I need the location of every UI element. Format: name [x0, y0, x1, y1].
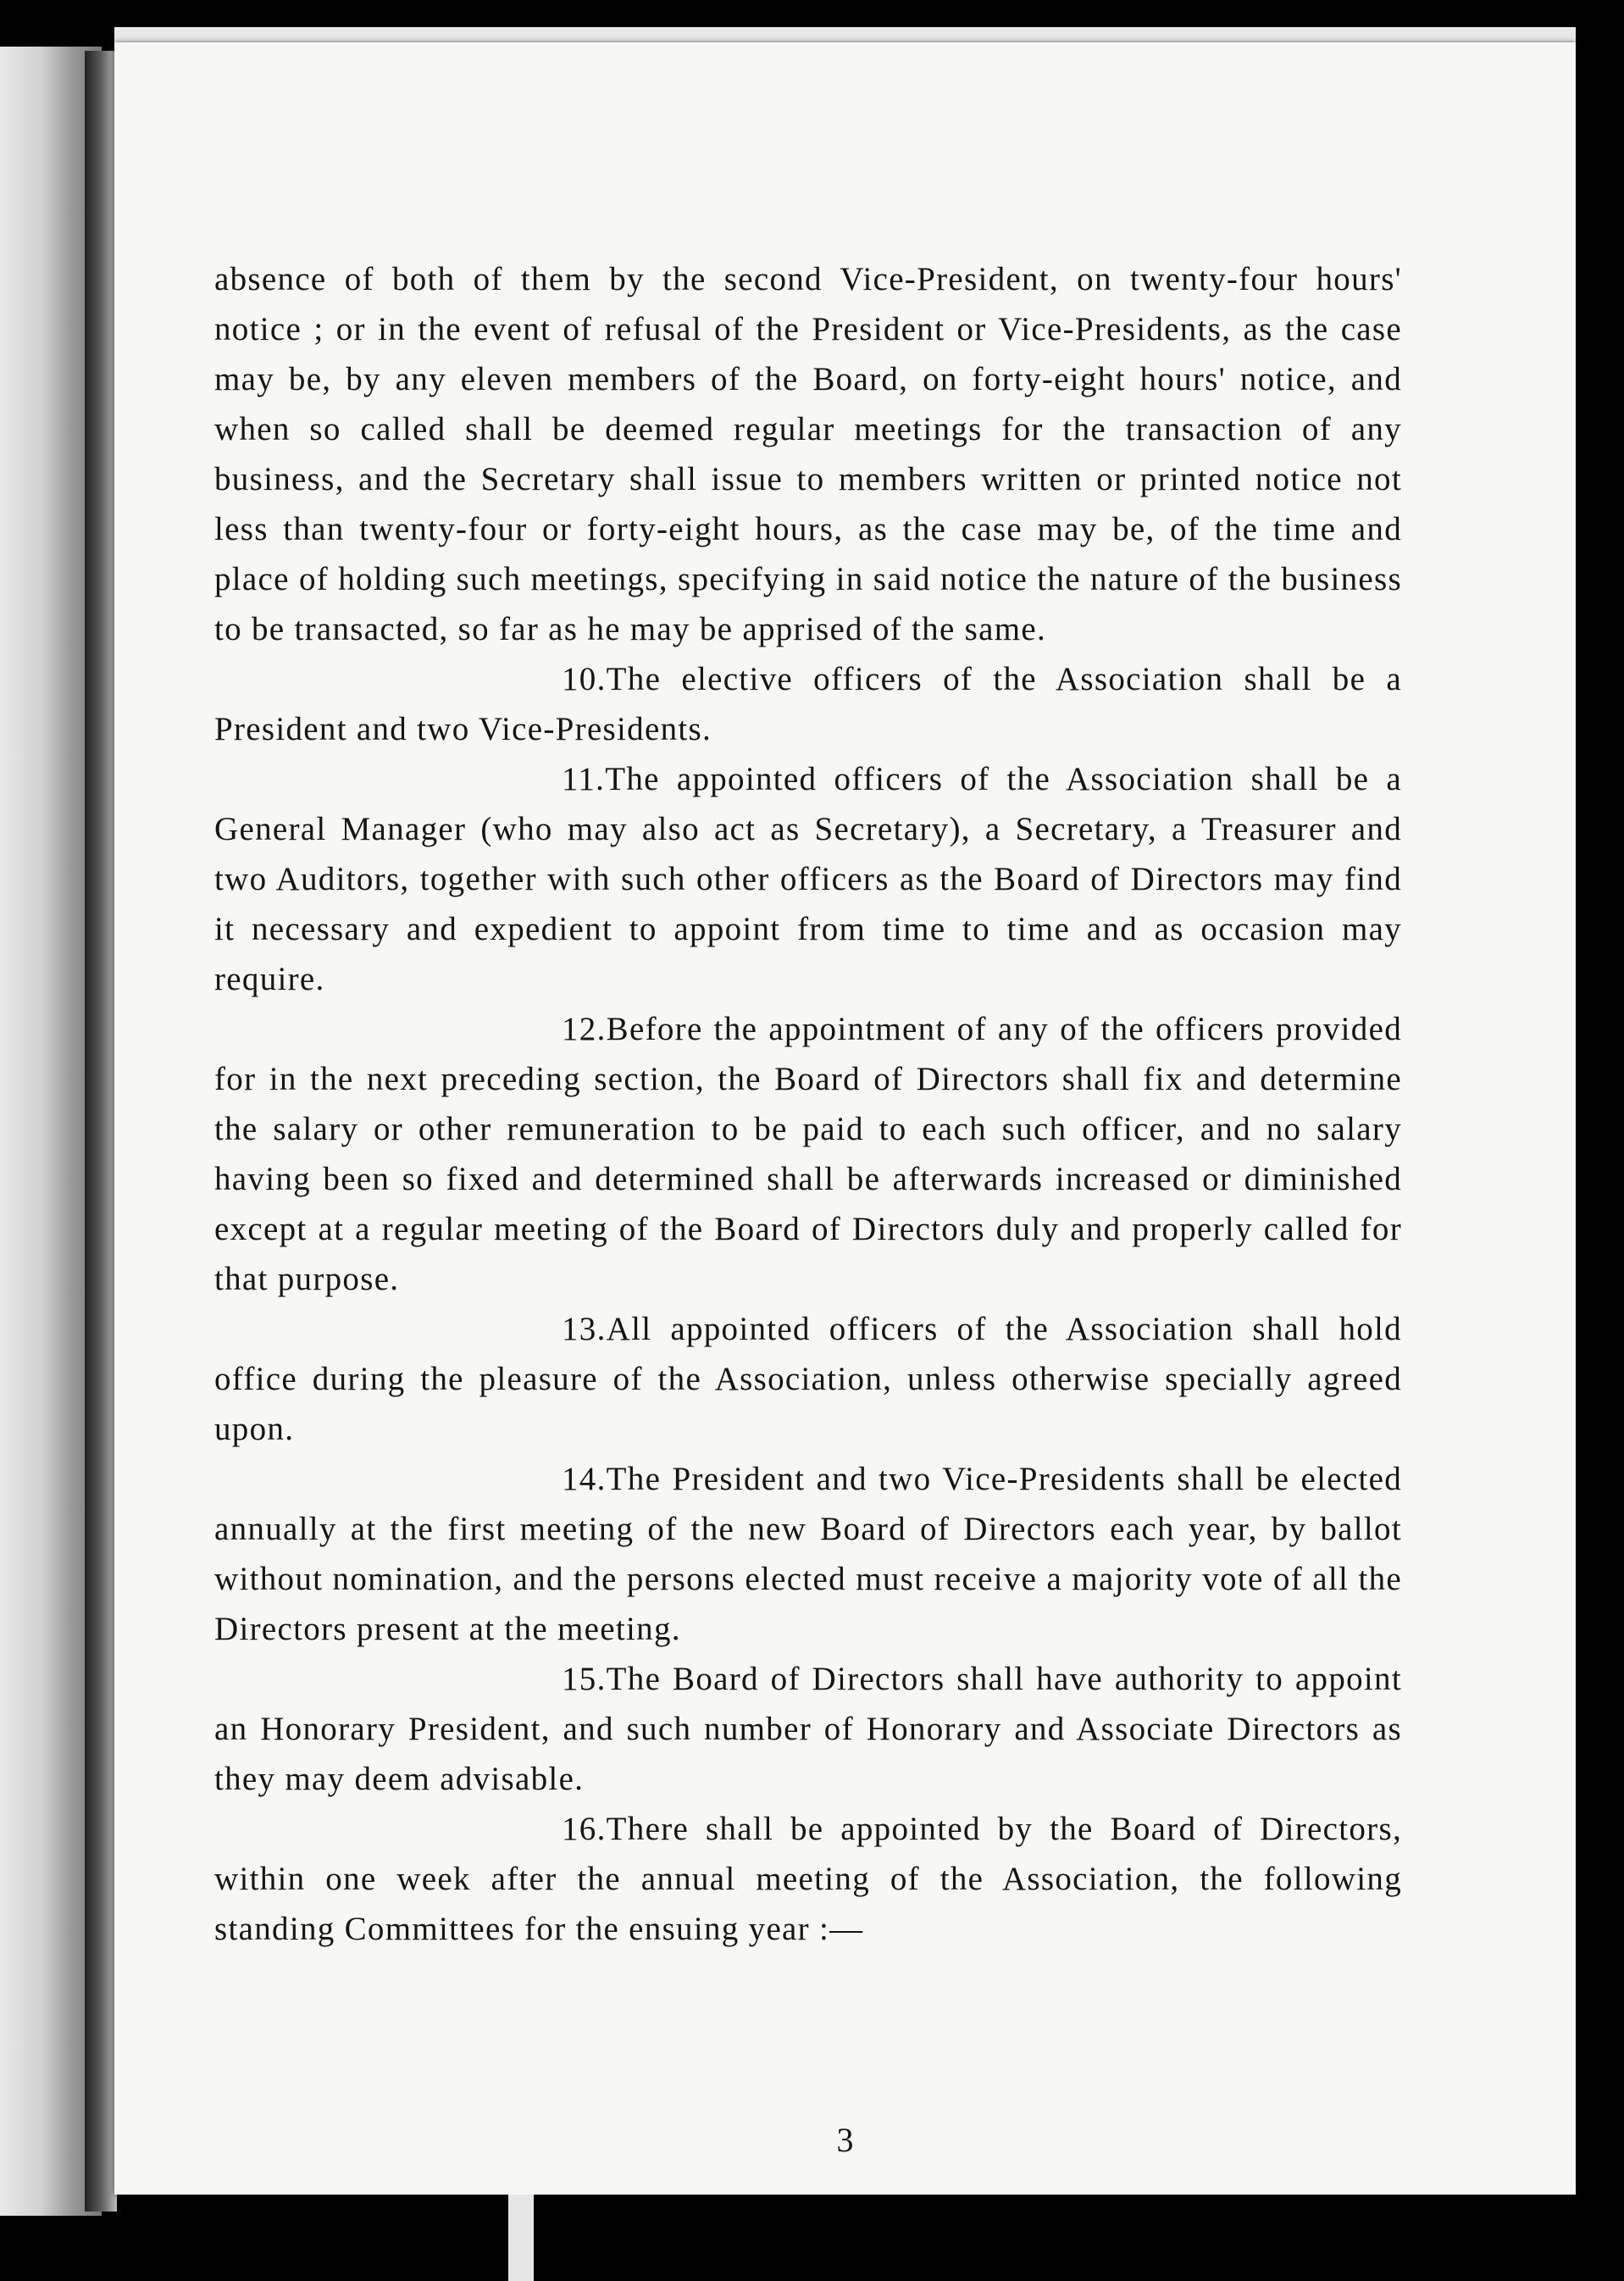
page-top-edge [114, 27, 1576, 44]
section-14 [214, 1454, 1402, 1654]
section-text: Before the appointment of any of the officers provided for in the next preceding section, the Board of Directors shall fix and determine the salary or other remuneration to be paid to each such officer, and no salary having been so fixed and determined shall be afterwards increased or diminished except at a regular meeting of the Board of Directors duly and properly called for that purpose. [214, 1011, 1402, 1297]
section-text: The President and two Vice-Presidents shall be elected annually at the first meeting of the new Board of Directors each year, by ballot without nomination, and the persons elected must receive a majority vote of all the Directors present at the meeting. [214, 1461, 1402, 1647]
paragraph-continuation [214, 254, 1402, 654]
scan-bottom-mark [508, 2195, 534, 2281]
section-13 [214, 1304, 1402, 1454]
page-number: 3 [836, 2121, 854, 2159]
section-number: 12. [562, 1011, 607, 1047]
section-number: 13. [562, 1311, 607, 1347]
section-number: 10. [562, 661, 607, 697]
section-16 [214, 1804, 1402, 1954]
section-15 [214, 1654, 1402, 1804]
section-text: The Board of Directors shall have authority to appoint an Honorary President, and such number of Honorary and Associate Directors as they may deem advisable. [214, 1661, 1402, 1797]
section-text: There shall be appointed by the Board of Directors, within one week after the annual meeting of the Association, the following standing Committees for the ensuing year :— [214, 1811, 1402, 1947]
section-number: 14. [562, 1461, 607, 1497]
section-11 [214, 754, 1402, 1004]
body-text [214, 254, 1402, 1954]
book-spine-shadow [85, 51, 117, 2212]
document-page [114, 42, 1576, 2195]
section-text: The elective officers of the Association shall be a President and two Vice-Presidents. [214, 661, 1402, 747]
paragraph-text: absence of both of them by the second Vice-President, on twenty-four hours' notice ; or in the event of refusal of the President or Vice-Presidents, as the case may be, by any eleven members of the Board, on forty-eight hours' notice, and when so called shall be deemed regular meetings for the transaction of any business, and the Secretary shall issue to members written or printed notice not less than twenty-four or forty-eight hours, as the case may be, of the time and place of holding such meetings, specifying in said notice the nature of the business to be transacted, so far as he may be apprised of the same. [214, 261, 1402, 647]
section-12 [214, 1004, 1402, 1304]
section-number: 15. [562, 1661, 607, 1697]
section-number: 16. [562, 1811, 607, 1847]
section-text: The appointed officers of the Association shall be a General Manager (who may also act as Secretary), a Secretary, a Treasurer and two Auditors, together with such other officers as the Board of Directors may find it necessary and expedient to appoint from time to time and as occasion may require. [214, 761, 1402, 997]
section-text: All appointed officers of the Association shall hold office during the pleasure of the Association, unless otherwise specially agreed upon. [214, 1311, 1402, 1447]
section-number: 11. [562, 761, 606, 797]
section-10 [214, 654, 1402, 754]
